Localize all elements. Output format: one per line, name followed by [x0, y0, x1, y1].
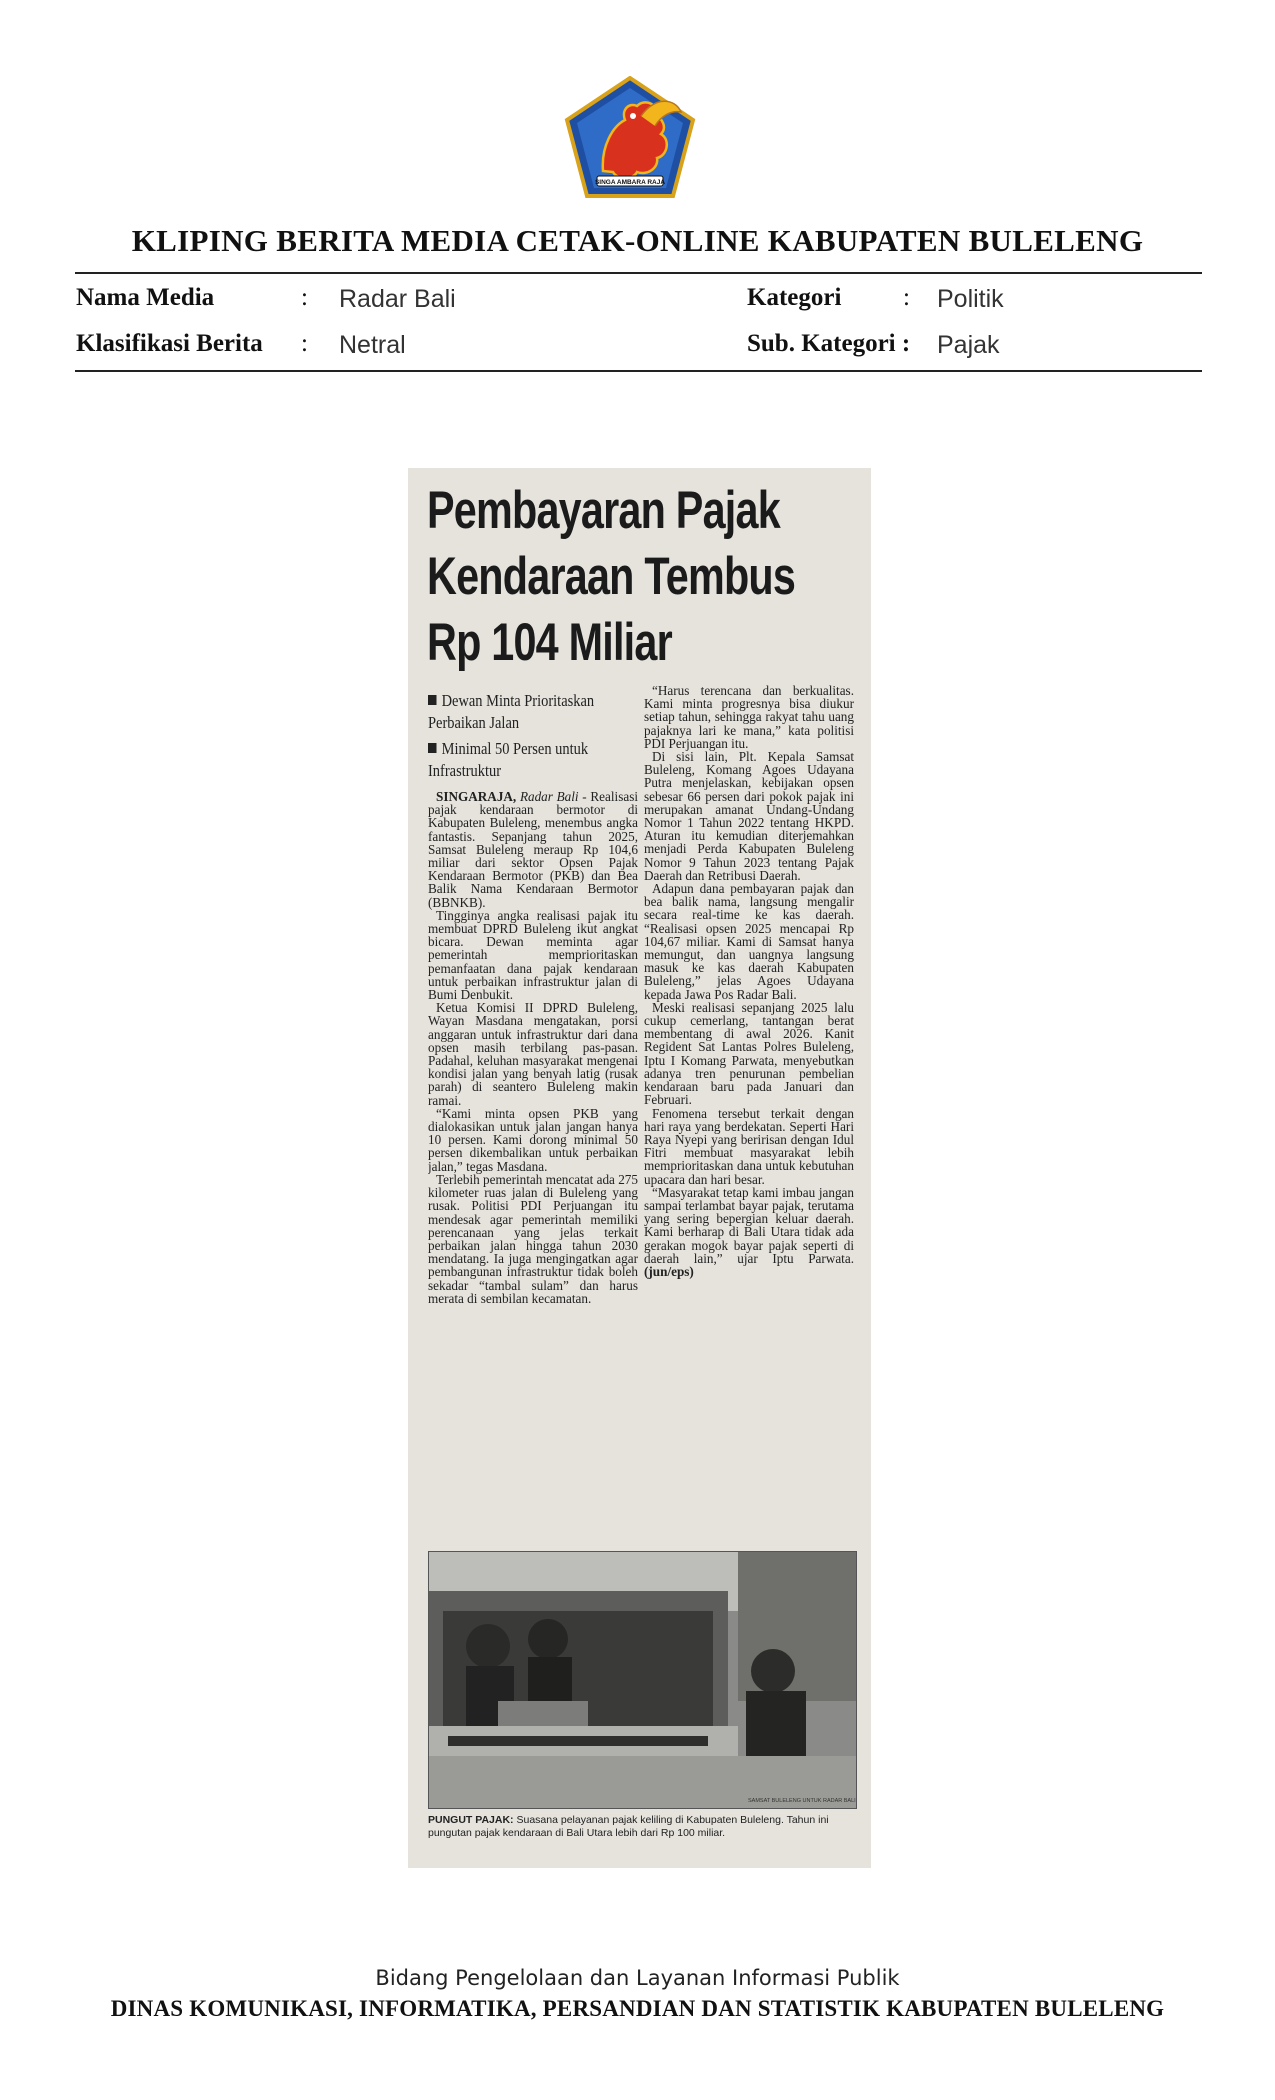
paragraph: Tingginya angka realisasi pajak itu membuat DPRD Buleleng ikut angkat bicara. Dewan meminta agar pemerintah memprioritaskan pemanfaatan dana pajak kendaraan untuk perbaikan infrastruktur jalan di Bumi Denbukit. — [428, 907, 638, 1003]
category-label: Kategori — [747, 284, 842, 311]
classification-colon: : — [301, 330, 308, 357]
headline-line: Kendaraan Tembus — [427, 547, 796, 606]
paragraph: Ketua Komisi II DPRD Buleleng, Wayan Masdana mengatakan, porsi anggaran untuk infrastruktur dari dana opsen masih terbilang pas-pasan. Padahal, keluhan masyarakat mengenai kondisi jalan yang benyah latig (rusak parah) di seantero Buleleng makin ramai. — [428, 1000, 638, 1108]
newspaper-clipping — [408, 468, 871, 1868]
paragraph: “Masyarakat tetap kami imbau jangan sampai terlambat bayar pajak, terutama yang sering bepergian keluar daerah. Kami berharap di Bali Utara tidak ada gerakan mogok bayar pajak seperti di daerah lain,” ujar Iptu Parwata. (jun/eps) — [644, 1184, 854, 1279]
paragraph: Fenomena tersebut terkait dengan hari raya yang berdekatan. Seperti Hari Raya Nyepi yang beririsan dengan Idul Fitri membuat masyarakat lebih memprioritaskan dana untuk kebutuhan upacara dan hari besar. — [644, 1105, 854, 1187]
bullet-square-icon — [428, 695, 437, 705]
paragraph: Di sisi lain, Plt. Kepala Samsat Buleleng, Komang Agoes Udayana Putra menjelaskan, kebijakan opsen sebesar 66 persen dari pokok pajak ini merupakan amanat Undang-Undang Nomor 1 Tahun 2022 tentang HKPD. Aturan itu kemudian diterjemahkan menjadi Perda Kabupaten Buleleng Nomor 9 Tahun 2023 tentang Pajak Daerah dan Retribusi Daerah. — [644, 749, 854, 883]
category-value: Politik — [937, 285, 1004, 313]
paragraph: Adapun dana pembayaran pajak dan bea balik nama, langsung mengalir secara real-time ke kas daerah. “Realisasi opsen 2025 mencapai Rp 104,67 miliar. Kami di Samsat hanya memungut, dan uangnya langsung masuk ke kas daerah Kabupaten Buleleng,” jelas Agoes Udayana kepada Jawa Pos Radar Bali. — [644, 881, 854, 1002]
photo-caption: PUNGUT PAJAK: Suasana pelayanan pajak keliling di Kabupaten Buleleng. Tahun ini pungutan pajak kendaraan di Bali Utara lebih dari Rp 100 miliar. — [428, 1814, 829, 1839]
emblem-motto: SINGA AMBARA RAJA — [594, 179, 666, 186]
media-value: Radar Bali — [339, 285, 456, 313]
footer-unit: Bidang Pengelolaan dan Layanan Informasi Publik — [375, 1966, 900, 1990]
category-colon: : — [903, 284, 910, 311]
buleleng-regency-emblem — [563, 76, 697, 200]
source: Radar Bali — [519, 790, 579, 804]
top-divider — [75, 272, 1202, 274]
paragraph: “Harus terencana dan berkualitas. Kami minta progresnya bisa diukur setiap tahun, sehingga rakyat tahu uang pajaknya lari ke mana,” kata politisi PDI Perjuangan itu. — [644, 684, 854, 751]
media-colon: : — [301, 284, 308, 311]
photo-credit: SAMSAT BULELENG UNTUK RADAR BALI — [748, 1798, 856, 1804]
paragraph: Terlebih pemerintah mencatat ada 275 kilometer ruas jalan di Buleleng yang rusak. Politisi PDI Perjuangan itu mendesak agar pemerintah memiliki perencanaan yang jelas terkait perbaikan jalan hingga tahun 2030 mendatang. Ia juga mengingatkan agar pembangunan infrastruktur tidak boleh sekadar “tambal sulam” dan harus merata di sembilan kecamatan. — [428, 1171, 638, 1306]
subhead: Minimal 50 Persen untuk Infrastruktur — [428, 739, 589, 780]
paragraph: SINGARAJA, Radar Bali - Realisasi pajak kendaraan bermotor di Kabupaten Buleleng, menembus angka fantastis. Sepanjang tahun 2025, Samsat Buleleng meraup Rp 104,6 miliar dari sektor Opsen Pajak Kendaraan Bermotor (PKB) dan Bea Balik Nama Kendaraan Bermotor (BBNKB). — [428, 790, 638, 910]
footer-agency: DINAS KOMUNIKASI, INFORMATIKA, PERSANDIAN DAN STATISTIK KABUPATEN BULELENG — [110, 1996, 1165, 2021]
document-title: KLIPING BERITA MEDIA CETAK-ONLINE KABUPATEN BULELENG — [131, 223, 1144, 258]
media-label: Nama Media — [76, 284, 215, 311]
article-column-left — [428, 790, 638, 1536]
paragraph: “Kami minta opsen PKB yang dialokasikan untuk jalan jangan hanya 10 persen. Kami dorong minimal 50 persen dikembalikan untuk perbaikan jalan,” tegas Masdana. — [428, 1105, 638, 1174]
subcategory-label: Sub. Kategori : — [747, 330, 911, 357]
article-headline — [427, 478, 796, 676]
classification-value: Netral — [339, 331, 406, 359]
headline-line: Pembayaran Pajak — [427, 481, 780, 540]
bullet-square-icon — [428, 743, 437, 753]
subhead: Dewan Minta Prioritaskan Perbaikan Jalan — [428, 691, 595, 732]
dateline: SINGARAJA, — [436, 790, 517, 804]
bottom-divider — [75, 370, 1202, 372]
article-photo — [428, 1551, 857, 1809]
article-column-right — [644, 684, 854, 1536]
headline-line: Rp 104 Miliar — [427, 613, 672, 672]
paragraph: Meski realisasi sepanjang 2025 lalu cukup cemerlang, tantangan berat membentang di awal 2026. Kanit Regident Sat Lantas Polres Buleleng, Iptu I Komang Parwata, menyebutkan adanya tren penurunan pembelian kendaraan baru pada Januari dan Februari. — [644, 999, 854, 1108]
subcategory-value: Pajak — [937, 331, 1000, 359]
caption-label: PUNGUT PAJAK: — [428, 1814, 514, 1826]
byline: (jun/eps) — [644, 1263, 694, 1279]
classification-label: Klasifikasi Berita — [76, 330, 263, 357]
